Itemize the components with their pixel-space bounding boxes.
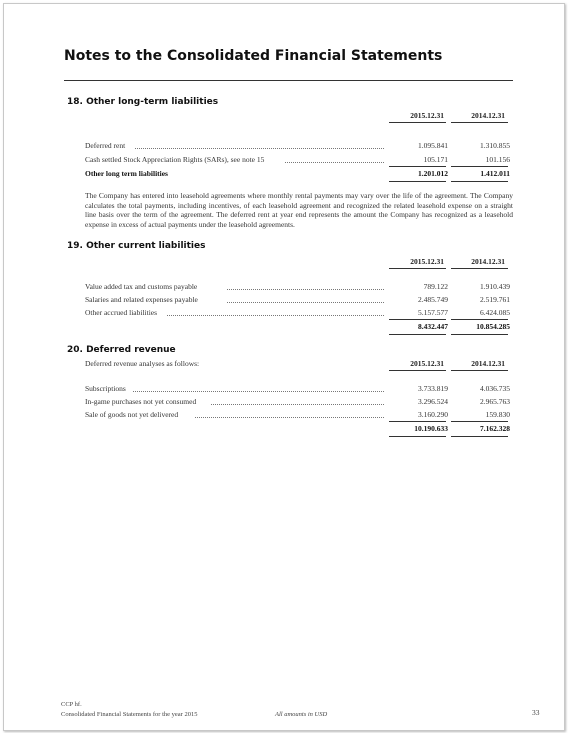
subtotal-rule	[389, 421, 446, 422]
col-2015-header: 2015.12.31	[410, 111, 444, 120]
col-2014-header: 2014.12.31	[471, 359, 505, 368]
value-2014: 101.156	[485, 155, 510, 164]
total-2015: 8.432.447	[418, 322, 448, 331]
col-2014-header: 2014.12.31	[471, 257, 505, 266]
total-rule	[451, 334, 508, 335]
value-2014: 2.965.763	[480, 397, 510, 406]
total-row	[85, 322, 515, 334]
total-2015: 10.190.633	[414, 424, 448, 433]
col-2014-header-rule	[451, 268, 508, 269]
leader-dots	[285, 162, 384, 163]
subtotal-rule	[389, 319, 446, 320]
footer-document: Consolidated Financial Statements for the year 2015	[61, 711, 198, 718]
value-2014: 159.830	[485, 410, 510, 419]
page-title: Notes to the Consolidated Financial Statements	[64, 48, 443, 64]
value-2015: 105.171	[423, 155, 448, 164]
col-2014-header-rule	[451, 370, 508, 371]
note-19-heading: 19. Other current liabilities	[67, 241, 206, 251]
total-row	[85, 424, 515, 436]
total-2015: 1.201.012	[418, 169, 448, 178]
row-label: Deferred rent	[85, 141, 126, 150]
document-page	[3, 3, 565, 731]
col-2015-header: 2015.12.31	[410, 359, 444, 368]
table-row	[85, 295, 515, 307]
value-2015: 1.095.841	[418, 141, 448, 150]
value-2014: 1.910.439	[480, 282, 510, 291]
value-2014: 2.519.761	[480, 295, 510, 304]
footer-amounts-note: All amounts in USD	[275, 711, 328, 718]
leader-dots	[211, 404, 384, 405]
value-2015: 789.122	[423, 282, 448, 291]
value-2015: 3.733.819	[418, 384, 448, 393]
note-20-heading: 20. Deferred revenue	[67, 345, 176, 355]
col-2015-header-rule	[389, 370, 446, 371]
subtotal-rule	[451, 421, 508, 422]
leader-dots	[227, 302, 384, 303]
value-2015: 5.157.577	[418, 308, 448, 317]
value-2015: 3.160.290	[418, 410, 448, 419]
col-2014-header-rule	[451, 122, 508, 123]
title-divider	[64, 80, 513, 81]
row-label: In-game purchases not yet consumed	[85, 397, 197, 406]
row-label: Subscriptions	[85, 384, 126, 393]
value-2015: 3.296.524	[418, 397, 448, 406]
col-2014-header: 2014.12.31	[471, 111, 505, 120]
total-rule	[451, 436, 508, 437]
table-row	[85, 282, 515, 294]
note-18-heading: 18. Other long-term liabilities	[67, 97, 219, 107]
note-20-intro: Deferred revenue analyses as follows:	[85, 359, 200, 368]
total-2014: 7.162.328	[480, 424, 510, 433]
row-label: Other accrued liabilities	[85, 308, 158, 317]
subtotal-rule	[389, 166, 446, 167]
total-rule	[389, 436, 446, 437]
total-row	[85, 169, 515, 181]
col-2015-header-rule	[389, 268, 446, 269]
total-2014: 1.412.011	[480, 169, 510, 178]
leader-dots	[133, 391, 384, 392]
row-label: Value added tax and customs payable	[85, 282, 198, 291]
total-rule	[389, 334, 446, 335]
leader-dots	[227, 289, 384, 290]
leader-dots	[195, 417, 384, 418]
total-rule	[389, 181, 446, 182]
subtotal-rule	[451, 319, 508, 320]
value-2014: 1.310.855	[480, 141, 510, 150]
total-2014: 10.854.285	[476, 322, 510, 331]
row-label: Sale of goods not yet delivered	[85, 410, 179, 419]
row-label: Cash settled Stock Appreciation Rights (SARs), see note 15	[85, 155, 265, 164]
leader-dots	[167, 315, 384, 316]
table-row	[85, 384, 515, 396]
table-row	[85, 397, 515, 409]
value-2014: 6.424.085	[480, 308, 510, 317]
note-18-paragraph: The Company has entered into leasehold agreements where monthly rental payments may vary over the life of the agreement. The Company calculates the total payments, including incentives, of each leasehold agreement and recognized the related leasehold expense on a straight line basis over the term of the agreement. The deferred rent at year end represents the amount the Company has recognized as a leasehold expense in excess of actual payments under the leasehold agreements.	[85, 191, 513, 229]
row-label: Salaries and related expenses payable	[85, 295, 198, 304]
footer-company: CCP hf.	[61, 701, 82, 708]
total-label: Other long term liabilities	[85, 169, 168, 178]
value-2015: 2.485.749	[418, 295, 448, 304]
total-rule	[451, 181, 508, 182]
subtotal-rule	[451, 166, 508, 167]
col-2015-header: 2015.12.31	[410, 257, 444, 266]
col-2015-header-rule	[389, 122, 446, 123]
table-row	[85, 141, 515, 153]
page-number: 33	[532, 708, 540, 717]
leader-dots	[135, 148, 384, 149]
value-2014: 4.036.735	[480, 384, 510, 393]
